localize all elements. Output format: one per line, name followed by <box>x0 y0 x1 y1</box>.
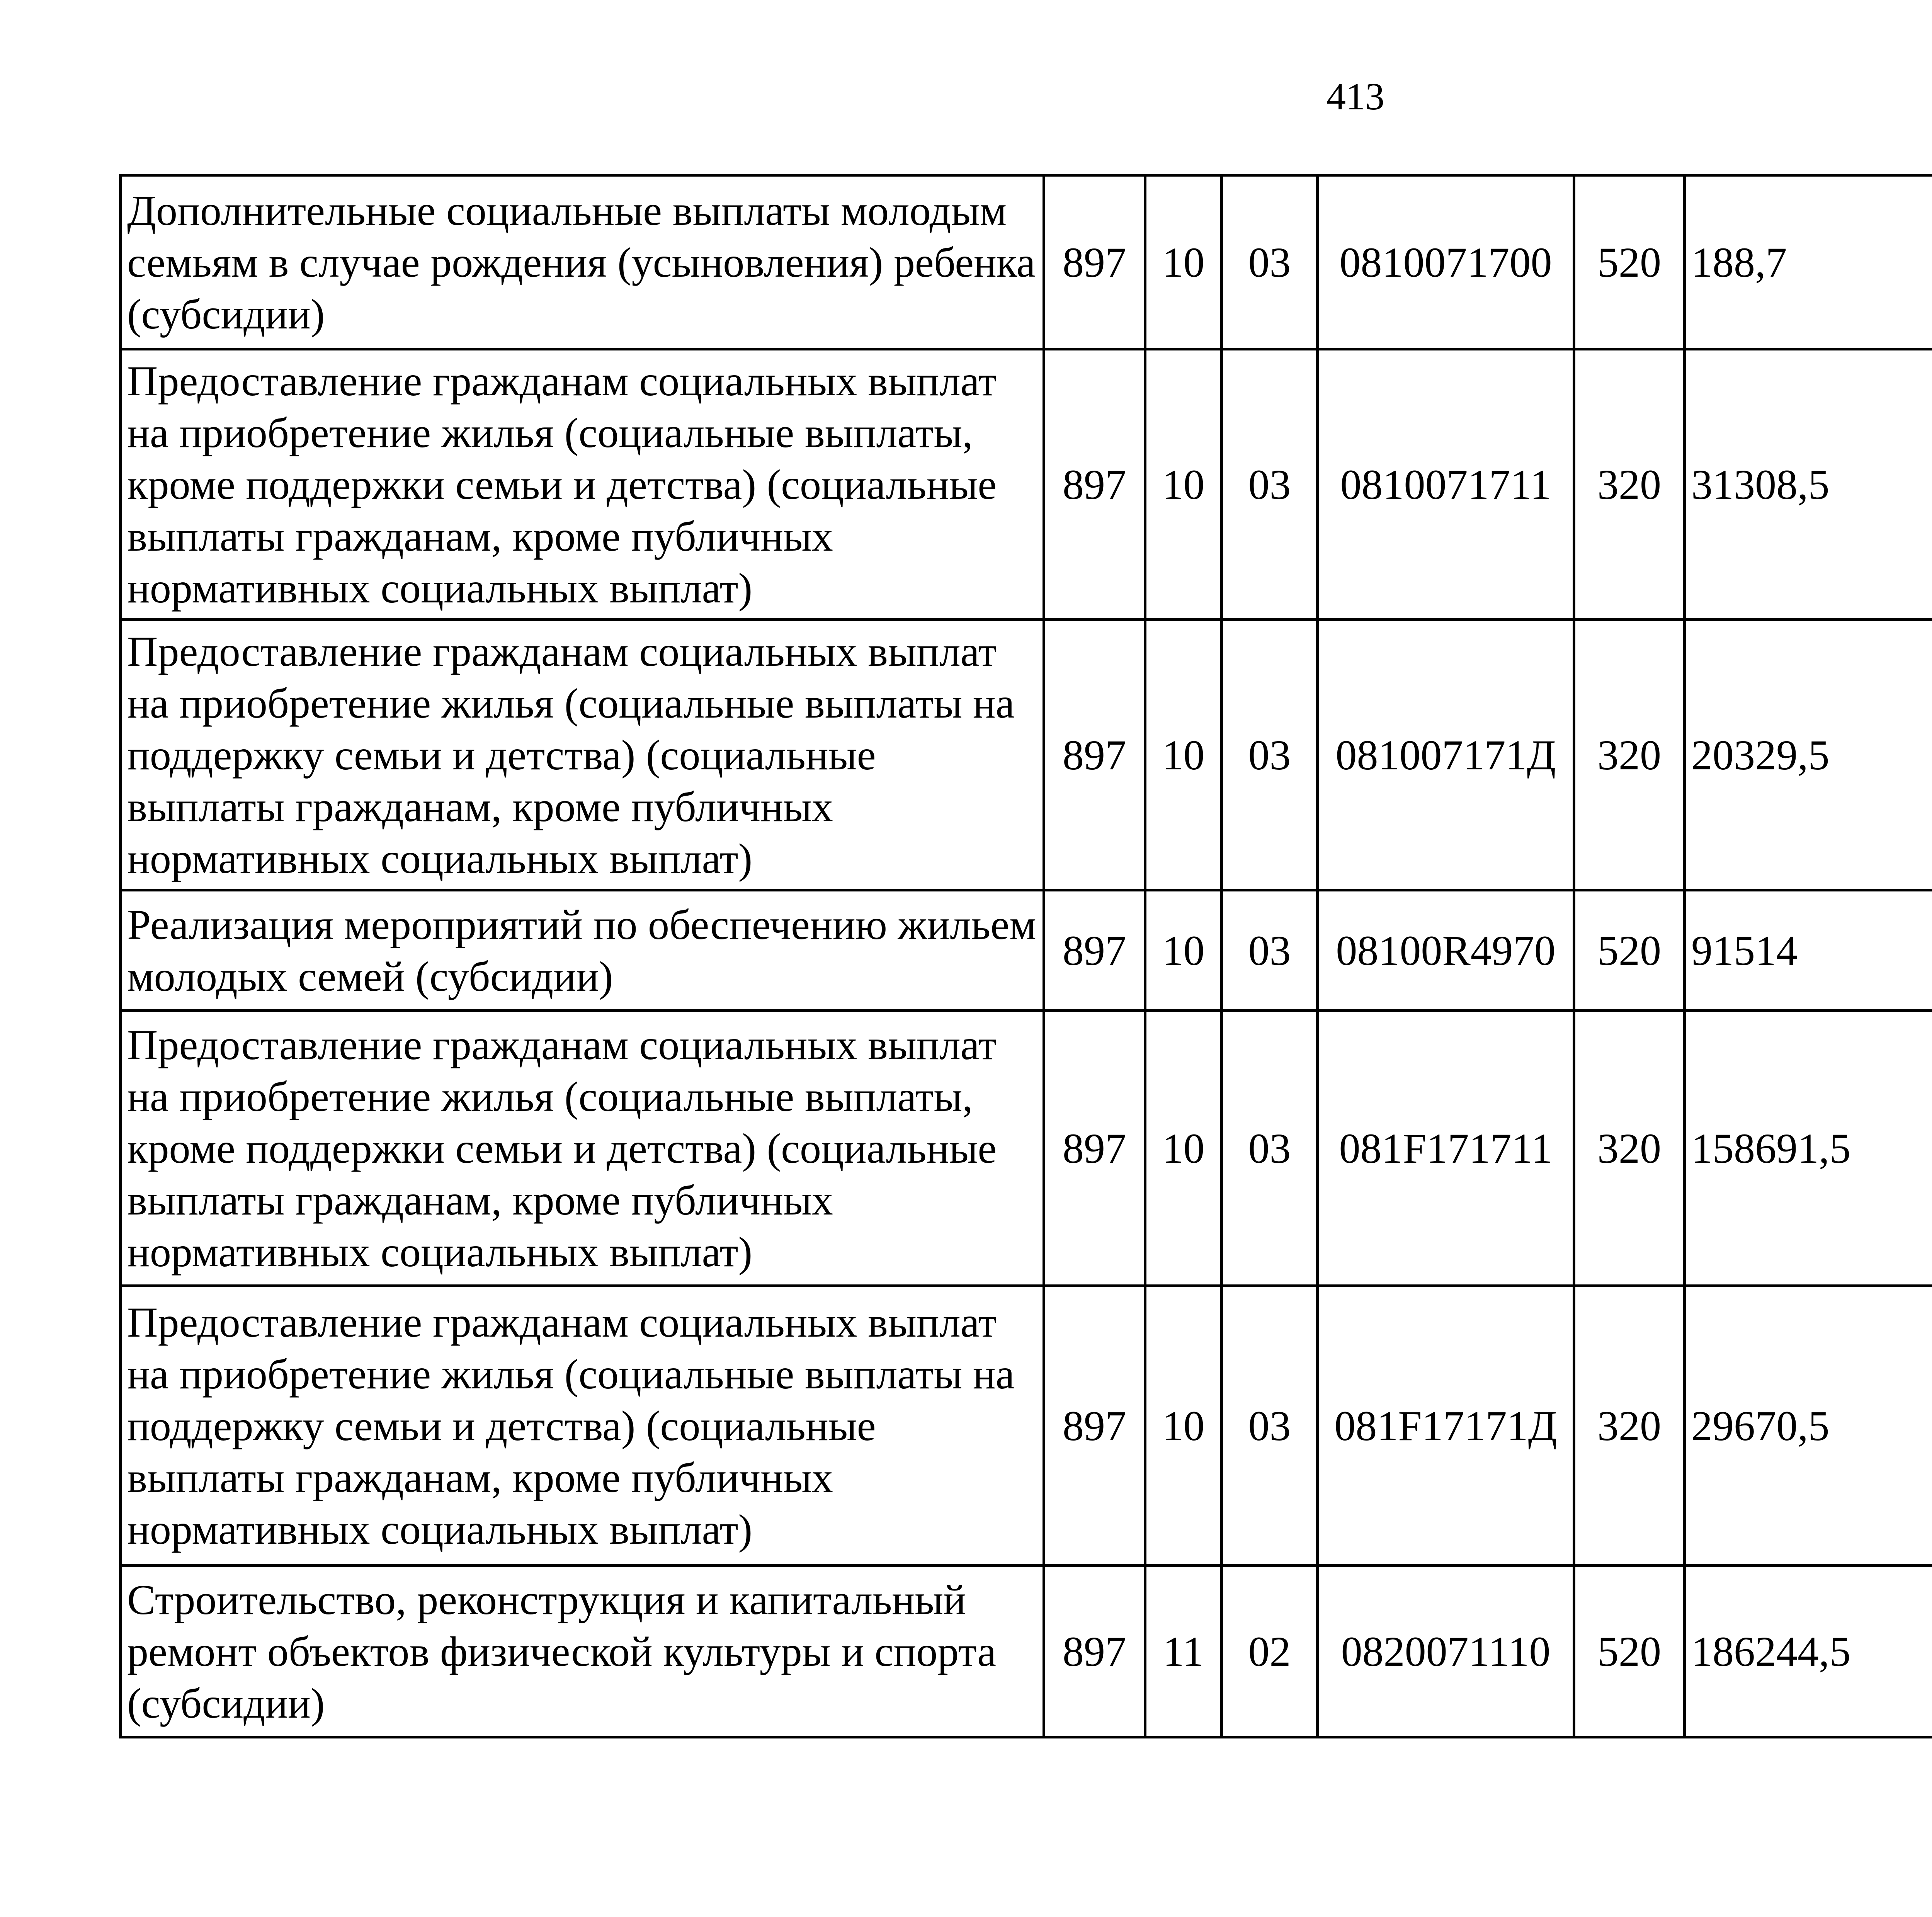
description-cell: Предоставление гражданам социальных выплат на приобретение жилья (социальные выплаты, кроме поддержки семьи и детства) (социальные выплаты гражданам, кроме публичных нормативных социальных выплат) <box>121 1011 1044 1286</box>
csr-cell: 0810071700 <box>1318 175 1574 349</box>
vr-cell: 520 <box>1574 175 1685 349</box>
pr-cell: 03 <box>1222 620 1318 890</box>
sum-year1-cell: 188,7 <box>1685 175 1932 349</box>
table-row <box>121 1566 1932 1737</box>
ved-cell: 897 <box>1044 175 1145 349</box>
pr-cell: 03 <box>1222 349 1318 620</box>
csr-cell: 081F171711 <box>1318 1011 1574 1286</box>
vr-cell: 520 <box>1574 1566 1685 1737</box>
vr-cell: 320 <box>1574 620 1685 890</box>
rz-cell: 10 <box>1145 1286 1222 1566</box>
rz-cell: 10 <box>1145 1011 1222 1286</box>
vr-cell: 320 <box>1574 1011 1685 1286</box>
description-cell: Дополнительные социальные выплаты молодым семьям в случае рождения (усыновления) ребенка (субсидии) <box>121 175 1044 349</box>
pr-cell: 03 <box>1222 1011 1318 1286</box>
table-row <box>121 1011 1932 1286</box>
page-number: 413 <box>1327 75 1384 118</box>
rz-cell: 11 <box>1145 1566 1222 1737</box>
csr-cell: 08100R4970 <box>1318 890 1574 1011</box>
vr-cell: 320 <box>1574 349 1685 620</box>
pr-cell: 03 <box>1222 175 1318 349</box>
description-cell: Предоставление гражданам социальных выплат на приобретение жилья (социальные выплаты на поддержку семьи и детства) (социальные выплаты гражданам, кроме публичных нормативных социальных выплат) <box>121 620 1044 890</box>
pr-cell: 02 <box>1222 1566 1318 1737</box>
ved-cell: 897 <box>1044 1286 1145 1566</box>
rz-cell: 10 <box>1145 175 1222 349</box>
description-cell: Реализация мероприятий по обеспечению жильем молодых семей (субсидии) <box>121 890 1044 1011</box>
ved-cell: 897 <box>1044 349 1145 620</box>
table-body <box>121 175 1932 1737</box>
rz-cell: 10 <box>1145 890 1222 1011</box>
budget-table <box>119 174 1932 1738</box>
csr-cell: 0820071110 <box>1318 1566 1574 1737</box>
description-cell: Предоставление гражданам социальных выплат на приобретение жилья (социальные выплаты на поддержку семьи и детства) (социальные выплаты гражданам, кроме публичных нормативных социальных выплат) <box>121 1286 1044 1566</box>
sum-year1-cell: 31308,5 <box>1685 349 1932 620</box>
ved-cell: 897 <box>1044 1011 1145 1286</box>
ved-cell: 897 <box>1044 890 1145 1011</box>
table-row <box>121 620 1932 890</box>
csr-cell: 081007171Д <box>1318 620 1574 890</box>
table-row <box>121 175 1932 349</box>
csr-cell: 081F17171Д <box>1318 1286 1574 1566</box>
rz-cell: 10 <box>1145 620 1222 890</box>
sum-year1-cell: 91514 <box>1685 890 1932 1011</box>
ved-cell: 897 <box>1044 620 1145 890</box>
vr-cell: 520 <box>1574 890 1685 1011</box>
table-row <box>121 890 1932 1011</box>
description-cell: Строительство, реконструкция и капитальный ремонт объектов физической культуры и спорта (субсидии) <box>121 1566 1044 1737</box>
csr-cell: 0810071711 <box>1318 349 1574 620</box>
sum-year1-cell: 20329,5 <box>1685 620 1932 890</box>
sum-year1-cell: 29670,5 <box>1685 1286 1932 1566</box>
ved-cell: 897 <box>1044 1566 1145 1737</box>
rz-cell: 10 <box>1145 349 1222 620</box>
pr-cell: 03 <box>1222 890 1318 1011</box>
sum-year1-cell: 158691,5 <box>1685 1011 1932 1286</box>
sum-year1-cell: 186244,5 <box>1685 1566 1932 1737</box>
pr-cell: 03 <box>1222 1286 1318 1566</box>
description-cell: Предоставление гражданам социальных выплат на приобретение жилья (социальные выплаты, кроме поддержки семьи и детства) (социальные выплаты гражданам, кроме публичных нормативных социальных выплат) <box>121 349 1044 620</box>
table-row <box>121 349 1932 620</box>
table-row <box>121 1286 1932 1566</box>
vr-cell: 320 <box>1574 1286 1685 1566</box>
